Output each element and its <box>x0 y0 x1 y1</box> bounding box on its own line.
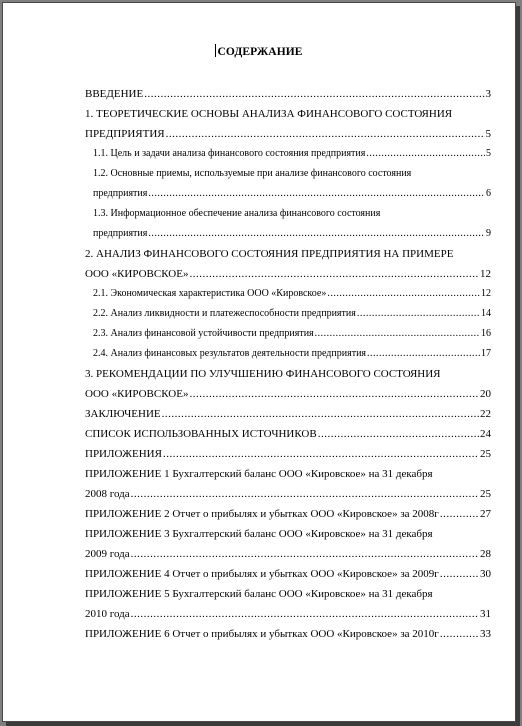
toc-entry-text: предприятия <box>93 228 148 239</box>
toc-entry-text: 2008 года <box>85 488 130 500</box>
toc-page-number: 25 <box>480 448 491 460</box>
page-title-text: СОДЕРЖАНИЕ <box>217 46 303 58</box>
toc-leader-dots <box>131 484 479 504</box>
toc-leader-dots <box>148 224 485 244</box>
toc-entry-text: 2. АНАЛИЗ ФИНАНСОВОГО СОСТОЯНИЯ ПРЕДПРИЯТИЯ НА ПРИМЕРЕ <box>85 248 454 260</box>
toc-page-number: 9 <box>486 228 491 239</box>
toc-entry-text: ООО «КИРОВСКОЕ» <box>85 268 189 280</box>
toc-entry[interactable] <box>85 204 491 244</box>
toc-entry[interactable] <box>85 564 491 584</box>
toc-entry[interactable] <box>85 504 491 524</box>
toc-entry-line <box>85 624 491 644</box>
toc-entry-line <box>85 204 491 224</box>
toc-entry-line <box>85 364 491 384</box>
toc-page-number: 16 <box>481 328 491 339</box>
toc-leader-dots <box>189 384 479 404</box>
toc-leader-dots <box>367 344 480 364</box>
toc-entry-text: 1.1. Цель и задачи анализа финансового состояния предприятия <box>93 148 366 159</box>
toc-entry-line <box>85 544 491 564</box>
toc-page-number: 27 <box>480 508 491 520</box>
toc-entry-text: 2.1. Экономическая характеристика ООО «Кировское» <box>93 288 327 299</box>
toc-entry[interactable] <box>85 444 491 464</box>
toc-page-number: 3 <box>485 88 491 100</box>
table-of-contents <box>85 84 491 644</box>
toc-entry-line <box>85 144 491 164</box>
toc-entry-line <box>85 124 491 144</box>
toc-entry-line <box>85 424 491 444</box>
toc-entry-line <box>85 524 491 544</box>
toc-entry-text: 2.4. Анализ финансовых результатов деятельности предприятия <box>93 348 367 359</box>
toc-entry-line <box>85 264 491 284</box>
toc-page-number: 5 <box>486 148 491 159</box>
toc-entry-line <box>85 304 491 324</box>
toc-leader-dots <box>327 284 480 304</box>
toc-entry-text: ПРИЛОЖЕНИЕ 4 Отчет о прибылях и убытках ООО «Кировское» за 2009г <box>85 568 439 580</box>
toc-entry[interactable] <box>85 164 491 204</box>
toc-leader-dots <box>162 404 479 424</box>
toc-entry-line <box>85 564 491 584</box>
toc-page-number: 12 <box>481 288 491 299</box>
toc-leader-dots <box>131 544 479 564</box>
toc-leader-dots <box>440 624 479 644</box>
toc-entry-text: ПРИЛОЖЕНИЯ <box>85 448 162 460</box>
toc-entry[interactable] <box>85 624 491 644</box>
toc-entry-text: ООО «КИРОВСКОЕ» <box>85 388 189 400</box>
toc-entry-line <box>85 504 491 524</box>
toc-entry-text: ПРИЛОЖЕНИЕ 2 Отчет о прибылях и убытках ООО «Кировское» за 2008г <box>85 508 439 520</box>
toc-entry-text: ПРИЛОЖЕНИЕ 1 Бухгалтерский баланс ООО «Кировское» на 31 декабря <box>85 468 433 480</box>
toc-entry-line <box>85 584 491 604</box>
toc-entry-line <box>85 284 491 304</box>
toc-entry[interactable] <box>85 284 491 304</box>
toc-entry[interactable] <box>85 324 491 344</box>
toc-entry-text: ПРИЛОЖЕНИЕ 5 Бухгалтерский баланс ООО «Кировское» на 31 декабря <box>85 588 433 600</box>
toc-page-number: 30 <box>480 568 491 580</box>
toc-page-number: 25 <box>480 488 491 500</box>
toc-entry-line <box>85 104 491 124</box>
toc-entry-line <box>85 164 491 184</box>
toc-page-number: 22 <box>480 408 491 420</box>
toc-entry-text: 1. ТЕОРЕТИЧЕСКИЕ ОСНОВЫ АНАЛИЗА ФИНАНСОВОГО СОСТОЯНИЯ <box>85 108 453 120</box>
toc-leader-dots <box>440 564 479 584</box>
document-page <box>2 2 516 722</box>
toc-entry[interactable] <box>85 464 491 504</box>
toc-entry-text: предприятия <box>93 188 148 199</box>
toc-entry-text: 3. РЕКОМЕНДАЦИИ ПО УЛУЧШЕНИЮ ФИНАНСОВОГО СОСТОЯНИЯ <box>85 368 441 380</box>
toc-entry-line <box>85 184 491 204</box>
toc-entry[interactable] <box>85 144 491 164</box>
toc-entry[interactable] <box>85 424 491 444</box>
toc-leader-dots <box>163 444 479 464</box>
toc-entry-line <box>85 404 491 424</box>
toc-entry-text: ВВЕДЕНИЕ <box>85 88 144 100</box>
toc-entry[interactable] <box>85 344 491 364</box>
toc-page-number: 6 <box>486 188 491 199</box>
toc-leader-dots <box>148 184 485 204</box>
page-title <box>3 44 515 58</box>
toc-entry-text: 2010 года <box>85 608 130 620</box>
toc-leader-dots <box>440 504 479 524</box>
toc-leader-dots <box>366 144 485 164</box>
toc-page-number: 31 <box>480 608 491 620</box>
toc-entry-line <box>85 244 491 264</box>
toc-leader-dots <box>357 304 480 324</box>
toc-entry[interactable] <box>85 364 491 404</box>
toc-entry-line <box>85 324 491 344</box>
toc-entry-text: ПРЕДПРИЯТИЯ <box>85 128 165 140</box>
toc-entry-line <box>85 344 491 364</box>
toc-entry-text: СПИСОК ИСПОЛЬЗОВАННЫХ ИСТОЧНИКОВ <box>85 428 317 440</box>
toc-entry-text: 2009 года <box>85 548 130 560</box>
toc-entry[interactable] <box>85 304 491 324</box>
toc-entry-line <box>85 384 491 404</box>
toc-entry-line <box>85 464 491 484</box>
toc-page-number: 28 <box>480 548 491 560</box>
toc-entry[interactable] <box>85 104 491 144</box>
toc-leader-dots <box>315 324 480 344</box>
toc-entry-line <box>85 604 491 624</box>
toc-leader-dots <box>144 84 484 104</box>
toc-entry-line <box>85 484 491 504</box>
toc-page-number: 20 <box>480 388 491 400</box>
toc-entry-line <box>85 444 491 464</box>
toc-entry-text: ПРИЛОЖЕНИЕ 6 Отчет о прибылях и убытках ООО «Кировское» за 2010г <box>85 628 439 640</box>
toc-entry[interactable] <box>85 524 491 564</box>
toc-entry[interactable] <box>85 244 491 284</box>
toc-leader-dots <box>189 264 479 284</box>
toc-page-number: 5 <box>485 128 491 140</box>
toc-entry[interactable] <box>85 84 491 104</box>
toc-entry[interactable] <box>85 404 491 424</box>
toc-entry-text: 2.3. Анализ финансовой устойчивости предприятия <box>93 328 314 339</box>
toc-page-number: 14 <box>481 308 491 319</box>
toc-page-number: 17 <box>481 348 491 359</box>
toc-leader-dots <box>131 604 479 624</box>
toc-page-number: 33 <box>480 628 491 640</box>
toc-entry-text: 2.2. Анализ ликвидности и платежеспособности предприятия <box>93 308 356 319</box>
toc-page-number: 24 <box>480 428 491 440</box>
toc-page-number: 12 <box>480 268 491 280</box>
toc-leader-dots <box>166 124 485 144</box>
toc-leader-dots <box>318 424 479 444</box>
toc-entry-text: ЗАКЛЮЧЕНИЕ <box>85 408 161 420</box>
toc-entry-text: ПРИЛОЖЕНИЕ 3 Бухгалтерский баланс ООО «Кировское» на 31 декабря <box>85 528 433 540</box>
toc-entry-line <box>85 84 491 104</box>
toc-entry-text: 1.2. Основные приемы, используемые при анализе финансового состояния <box>93 168 412 179</box>
toc-entry-text: 1.3. Информационное обеспечение анализа финансового состояния <box>93 208 381 219</box>
toc-entry[interactable] <box>85 584 491 624</box>
toc-entry-line <box>85 224 491 244</box>
